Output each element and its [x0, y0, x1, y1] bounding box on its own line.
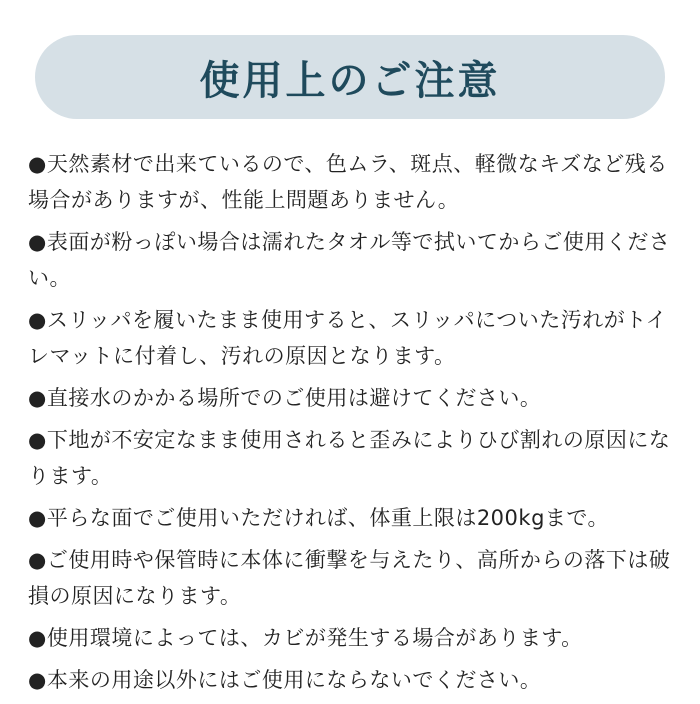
- note-item: ●スリッパを履いたまま使用すると、スリッパについた汚れがトイレマットに付着し、汚れの原因となります。: [28, 308, 668, 368]
- note-item: ●下地が不安定なまま使用されると歪みによりひび割れの原因になります。: [28, 428, 671, 488]
- page-title: 使用上のご注意: [199, 57, 501, 104]
- note-item: ●本来の用途以外にはご使用にならないでください。: [28, 668, 542, 692]
- note-item: ●平らな面でご使用いただければ、体重上限は200kgまで。: [28, 506, 609, 530]
- note-item: ●表面が粉っぽい場合は濡れたタオル等で拭いてからご使用ください。: [28, 230, 671, 290]
- note-item: ●ご使用時や保管時に本体に衝撃を与えたり、高所からの落下は破損の原因になります。: [28, 548, 671, 608]
- note-item: ●直接水のかかる場所でのご使用は避けてください。: [28, 386, 542, 410]
- header-banner: [35, 35, 665, 119]
- note-item: ●天然素材で出来ているので、色ムラ、斑点、軽微なキズなど残る場合がありますが、性能上問題ありません。: [28, 152, 668, 212]
- note-item: ●使用環境によっては、カビが発生する場合があります。: [28, 626, 583, 650]
- notes-list: [28, 146, 678, 704]
